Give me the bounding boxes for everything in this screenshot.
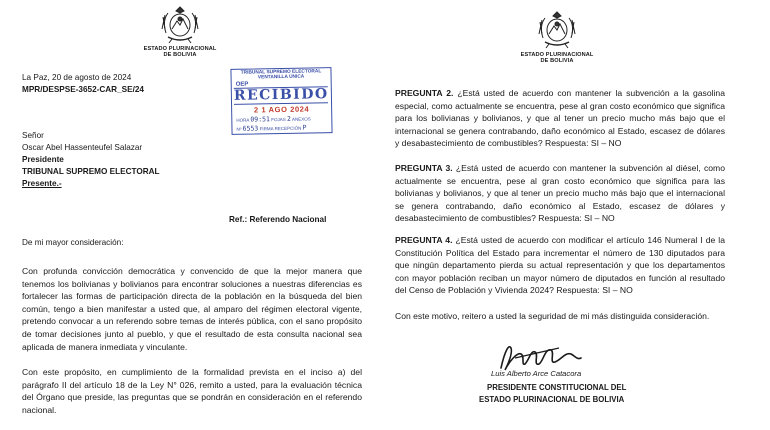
bolivia-coat-of-arms-icon bbox=[160, 3, 200, 45]
reference-code: MPR/DESPSE-3652-CAR_SE/24 bbox=[22, 85, 144, 94]
recipient-institution: TRIBUNAL SUPREMO ELECTORAL bbox=[22, 167, 160, 176]
stamp-firma-value: P bbox=[302, 123, 307, 132]
letter-page-1 bbox=[0, 0, 375, 430]
state-name-line1: ESTADO PLURINACIONAL bbox=[143, 46, 217, 52]
stamp-nro-value: 6553 bbox=[242, 124, 259, 133]
state-name-line2: DE BOLIVIA bbox=[163, 52, 197, 59]
paragraph-1: Con profunda convicción democrática y convencido de que la mejor manera que tenemos los bolivianas y bolivianos para encontrar soluciones a nuestras diferencias es fortalecer las formas de participación directa de la población en la búsqueda del bien común, tengo a bien manifestar a usted que, al amparo del régimen electoral vigente, pretendo convocar a un referendo sobre temas de interés pública, con el sano propósito de tomar decisiones junto al pueblo, y que el resultado de esta consulta nacional sea aplicada de manera inmediata y vinculante. bbox=[22, 266, 362, 352]
stamp-date: 2 1 AGO 2024 bbox=[253, 104, 310, 115]
greeting: De mi mayor consideración: bbox=[22, 238, 124, 247]
place-date: La Paz, 20 de agosto de 2024 bbox=[22, 73, 132, 82]
question-2 bbox=[395, 87, 725, 150]
stamp-line2: VENTANILLA ÚNICA bbox=[257, 74, 305, 81]
salutation-title: Señor bbox=[22, 131, 44, 140]
presente: Presente.- bbox=[22, 179, 62, 188]
letter-page-2 bbox=[375, 0, 770, 430]
question-label: PREGUNTA 4. bbox=[395, 235, 453, 245]
recipient-role: Presidente bbox=[22, 155, 64, 164]
stamp-oep: OEP bbox=[235, 81, 249, 88]
stamp-received: RECIBIDO bbox=[233, 86, 329, 104]
question-label: PREGUNTA 3. bbox=[395, 163, 453, 173]
question-label: PREGUNTA 2. bbox=[395, 88, 454, 98]
stamp-fojas-label: FOJAS bbox=[271, 116, 286, 123]
question-text: ¿Está usted de acuerdo con modificar el artículo 146 Numeral I de la Constitución Política del Estado para incrementar el número de 130 diputados para que ningún departamento pierda su actual representación y que los departamentos con mayor población reciban un mayor número de diputados en función al resultado del Censo de Población y Vivienda 2024? Respuesta: SI – NO bbox=[395, 235, 725, 296]
stamp-hora-label: HORA bbox=[236, 117, 250, 123]
question-text: ¿Está usted de acuerdo con mantener la subvención al diésel, como actualmente se encuentra, pese al gran costo económico que significa para las bolivianas y bolivianos, y que al tener un precio mucho más bajo que el internacional se genera contrabando, daño económico al Estado, escasez de dólares y desabastecimiento de combustibles? Respuesta: SI – NO bbox=[395, 163, 725, 224]
question-text: ¿Está usted de acuerdo con mantener la subvención a la gasolina especial, como actualmente se encuentra, pese al gran costo económico que significa para los bolivianas y bolivianos, y que al tener un precio mucho más bajo que el internacional se genera contrabando, daño económico al Estado, escasez de dólares y desabastecimiento de combustibles? Respuesta: SI – NO bbox=[395, 88, 725, 149]
reference-subject: Ref.: Referendo Nacional bbox=[229, 215, 327, 224]
stamp-firma-label: FIRMA RECEPCIÓN bbox=[259, 125, 302, 132]
reception-stamp bbox=[230, 67, 332, 135]
state-name bbox=[512, 52, 602, 65]
stamp-fojas-value: 2 bbox=[286, 114, 291, 123]
signatory-title-line2: ESTADO PLURINACIONAL DE BOLIVIA bbox=[479, 395, 625, 404]
stamp-nro-label: Nº bbox=[236, 126, 242, 132]
paragraph-2: Con este propósito, en cumplimiento de la formalidad prevista en el inciso a) del parágrafo II del artículo 18 de la Ley N° 026, remito a usted, para la evaluación técnica del Órgano que preside, las preguntas que se pondrán en consideración en el referendo nacional. bbox=[22, 367, 362, 415]
state-name-line2: DE BOLIVIA bbox=[540, 58, 574, 65]
stamp-hora-value: 09:51 bbox=[250, 115, 270, 124]
recipient-name: Oscar Abel Hassenteufel Salazar bbox=[22, 143, 143, 152]
stamp-anexos-label: ANEXOS bbox=[291, 116, 311, 122]
question-3 bbox=[395, 162, 725, 225]
closing-sentence: Con este motivo, reitero a usted la seguridad de mi más distinguida consideración. bbox=[395, 311, 710, 321]
stamp-nro-row bbox=[236, 124, 306, 133]
bolivia-coat-of-arms-icon bbox=[537, 8, 577, 50]
signatory-name: Luis Alberto Arce Catacora bbox=[491, 369, 582, 378]
stamp-line1: TRIBUNAL SUPREMO ELECTORAL bbox=[240, 69, 322, 76]
question-4 bbox=[395, 234, 725, 297]
state-name-line1: ESTADO PLURINACIONAL bbox=[520, 52, 594, 58]
state-name bbox=[135, 46, 225, 59]
signatory-title-line1: PRESIDENTE CONSTITUCIONAL DEL bbox=[487, 383, 627, 392]
stamp-hora-row bbox=[236, 114, 310, 123]
